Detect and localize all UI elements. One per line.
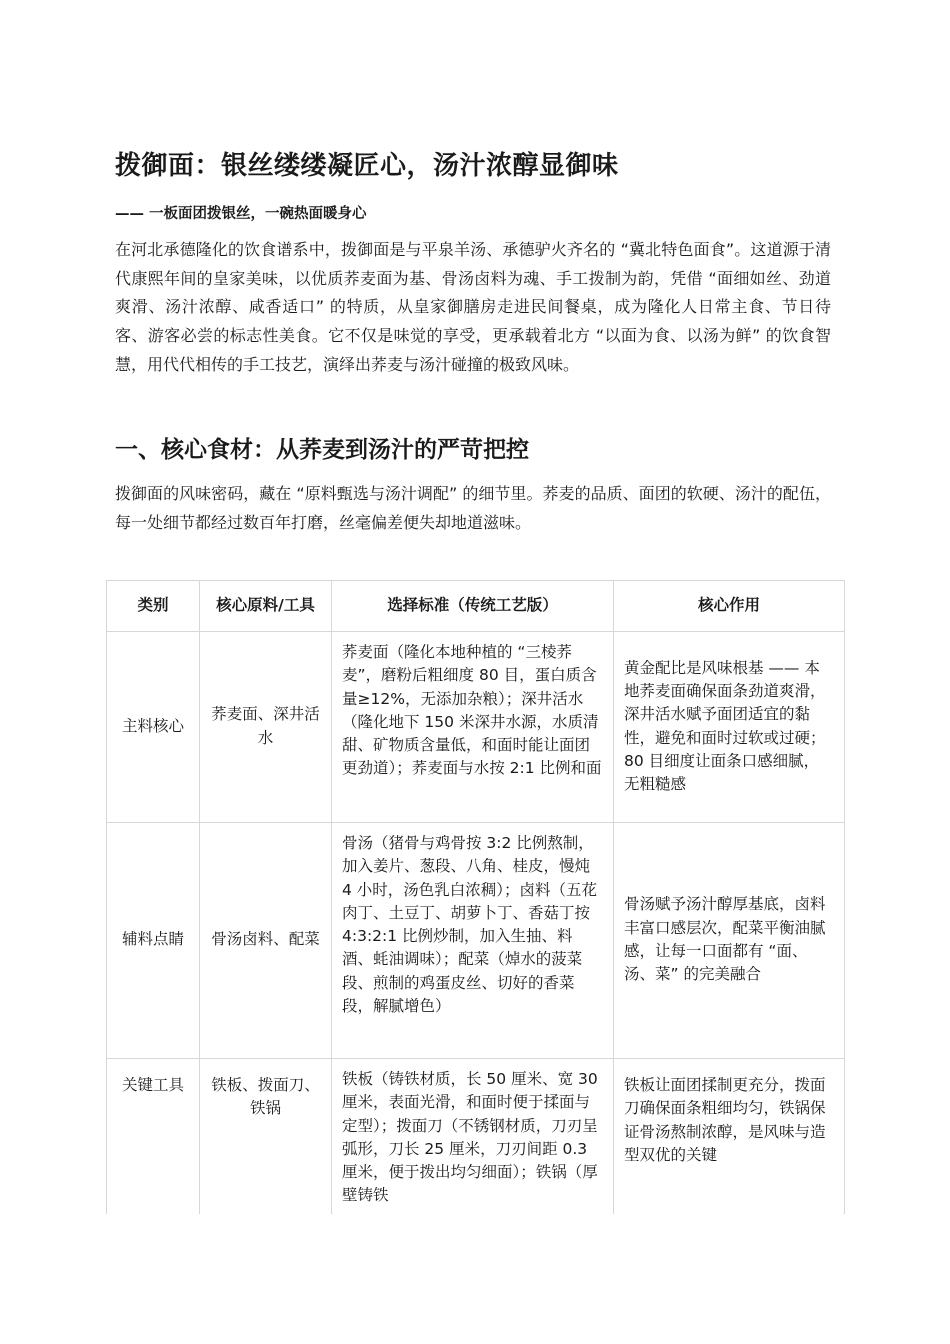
header-standard: 选择标准（传统工艺版） (332, 581, 614, 632)
table-row (107, 632, 845, 823)
cell-materials-text: 荞麦面、深井活水 (211, 705, 320, 747)
cell-category (107, 823, 200, 1059)
cell-materials (200, 632, 332, 823)
cell-category (107, 632, 200, 823)
cell-standard-text: 铁板（铸铁材质，长 50 厘米、宽 30 厘米，表面光滑，和面时便于揉面与定型）；拨面刀（不锈钢材质，刀刃呈弧形，刀长 25 厘米，刀刃间距 0.3 厘米，便于拨出均匀细面）；铁锅（厚壁铸铁 (342, 1070, 598, 1205)
cell-category-text: 辅料点睛 (121, 930, 184, 949)
cell-role-text: 骨汤赋予汤汁醇厚基底，卤料丰富口感层次，配菜平衡油腻感，让每一口面都有 “面、汤、菜” 的完美融合 (624, 895, 826, 984)
header-category: 类别 (107, 581, 200, 632)
cell-role (614, 823, 845, 1059)
cell-standard (332, 632, 614, 823)
section-intro-paragraph: 拨御面的风味密码，藏在 “原料甄选与汤汁调配” 的细节里。荞麦的品质、面团的软硬、汤汁的配伍，每一处细节都经过数百年打磨，丝毫偏差便失却地道滋味。 (115, 484, 831, 532)
table-row (107, 823, 845, 1059)
header-role: 核心作用 (614, 581, 845, 632)
cell-role-text: 铁板让面团揉制更充分，拨面刀确保面条粗细均匀，铁锅保证骨汤熬制浓醇，是风味与造型双优的关键 (624, 1076, 826, 1164)
ingredients-table (106, 580, 845, 1214)
cell-materials-text: 铁板、拨面刀、铁锅 (211, 1076, 320, 1118)
table-header-row (107, 581, 845, 632)
intro-paragraph: 在河北承德隆化的饮食谱系中，拨御面是与平泉羊汤、承德驴火齐名的 “冀北特色面食”。这道源于清代康熙年间的皇家美味，以优质荞麦面为基、骨汤卤料为魂、手工拨制为韵，凭借 “面细如丝、劲道爽滑、汤汁浓醇、咸香适口” 的特质，从皇家御膳房走进民间餐桌，成为隆化人日常主食、节日待客、游客必尝的标志性美食。它不仅是味觉的享受，更承载着北方 “以面为食、以汤为鲜” 的饮食智慧，用代代相传的手工技艺，演绎出荞麦与汤汁碰撞的极致风味。 (115, 240, 831, 374)
cell-category-text: 主料核心 (121, 716, 184, 735)
cell-materials (200, 823, 332, 1059)
cell-category (107, 1059, 200, 1215)
cell-role-text: 黄金配比是风味根基 —— 本地荞麦面确保面条劲道爽滑，深井活水赋予面团适宜的黏性，避免和面时过软或过硬；80 目细度让面条口感细腻，无粗糙感 (624, 658, 826, 794)
cell-role (614, 1059, 845, 1215)
cell-category-text: 关键工具 (121, 1076, 184, 1094)
cell-materials-text: 骨汤卤料、配菜 (211, 930, 320, 949)
ingredients-table-container (106, 580, 845, 1214)
section-heading-ingredients: 一、核心食材：从荞麦到汤汁的严苛把控 (115, 437, 529, 463)
cell-standard (332, 823, 614, 1059)
cell-standard-text: 骨汤（猪骨与鸡骨按 3:2 比例熬制，加入姜片、葱段、八角、桂皮，慢炖 4 小时，汤色乳白浓稠）；卤料（五花肉丁、土豆丁、胡萝卜丁、香菇丁按 4:3:2:1 比例炒制，加入生抽、料酒、蚝油调味）；配菜（焯水的菠菜段、煎制的鸡蛋皮丝、切好的香菜段，解腻增色） (342, 834, 598, 1016)
cell-materials (200, 1059, 332, 1215)
table-row (107, 1059, 845, 1215)
page-subtitle: —— 一板面团拨银丝，一碗热面暖身心 (115, 206, 367, 222)
header-materials: 核心原料/工具 (200, 581, 332, 632)
cell-standard-text: 荞麦面（隆化本地种植的 “三棱荞麦”，磨粉后粗细度 80 目，蛋白质含量≥12%，无添加杂粮）；深井活水（隆化地下 150 米深井水源，水质清甜、矿物质含量低，和面时能让面团更劲道）；荞麦面与水按 2:1 比例和面 (342, 643, 602, 778)
cell-role (614, 632, 845, 823)
page-title: 拨御面：银丝缕缕凝匠心，汤汁浓醇显御味 (115, 151, 619, 181)
cell-standard (332, 1059, 614, 1215)
